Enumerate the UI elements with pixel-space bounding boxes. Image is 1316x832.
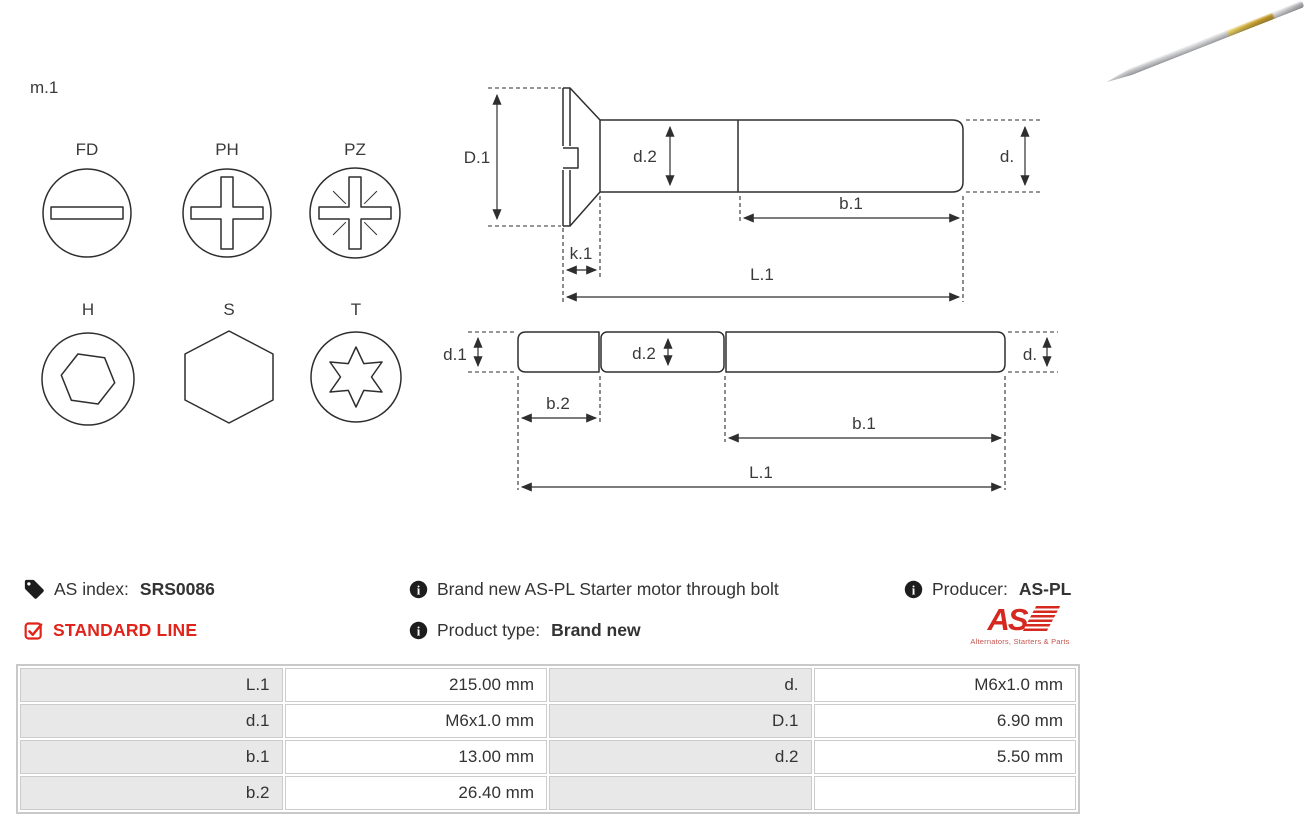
dim2-d <box>1008 332 1058 372</box>
logo-as-text: AS <box>987 602 1027 637</box>
producer-row <box>904 579 1071 600</box>
spec-label-cell: b.1 <box>20 740 283 774</box>
drive-icons <box>42 140 401 425</box>
bolt-side-view <box>464 88 1040 302</box>
spec-label-cell <box>549 776 812 810</box>
product-type-value: Brand new <box>551 620 641 640</box>
spec-value-cell: 6.90 mm <box>814 704 1077 738</box>
logo-caption: Alternators, Starters & Parts <box>970 637 1070 646</box>
spec-value-cell <box>814 776 1077 810</box>
product-description: Brand new AS-PL Starter motor through bolt <box>437 579 779 599</box>
flat-drive-icon <box>43 169 131 257</box>
dim2-d1 <box>443 332 516 372</box>
tag-icon <box>24 579 45 600</box>
spec-table <box>16 664 1080 814</box>
spec-value-cell: 26.40 mm <box>285 776 548 810</box>
product-type-row <box>409 620 641 641</box>
hex-head-icon <box>185 331 273 423</box>
pozidriv-drive-icon <box>310 168 400 258</box>
dim-D1 <box>464 88 561 226</box>
checkbox-checked-icon <box>24 621 44 641</box>
figure-label: m.1 <box>30 78 59 97</box>
spec-label-cell: d.2 <box>549 740 812 774</box>
logo-stripes <box>1021 606 1059 633</box>
standard-line-badge: STANDARD LINE <box>53 620 198 640</box>
dim-d2 <box>633 127 670 185</box>
spec-value-cell: 5.50 mm <box>814 740 1077 774</box>
svg-text:k.1: k.1 <box>569 244 593 263</box>
bolt-stud-view <box>443 332 1058 490</box>
product-type-label: Product type: <box>437 620 541 640</box>
spec-value-cell: 215.00 mm <box>285 668 548 702</box>
spec-value-cell: M6x1.0 mm <box>285 704 548 738</box>
svg-text:D.1: D.1 <box>463 148 491 167</box>
svg-text:d.2: d.2 <box>632 344 656 363</box>
fd-label: FD <box>75 140 99 159</box>
standard-line-row <box>24 620 197 641</box>
hex-socket-icon <box>42 333 134 425</box>
spec-label-cell: D.1 <box>549 704 812 738</box>
svg-text:b.1: b.1 <box>852 414 876 433</box>
dim2-b2 <box>518 376 600 490</box>
svg-text:i: i <box>416 624 421 639</box>
ph-label: PH <box>215 140 239 159</box>
thread-section <box>738 120 963 192</box>
svg-text:b.1: b.1 <box>839 194 863 213</box>
phillips-drive-icon <box>183 169 271 257</box>
table-row <box>20 776 1076 810</box>
producer-value: AS-PL <box>1018 579 1072 599</box>
svg-text:L.1: L.1 <box>750 265 774 284</box>
svg-text:L.1: L.1 <box>749 463 773 482</box>
h-label: H <box>81 300 95 319</box>
spec-label-cell: d. <box>549 668 812 702</box>
svg-text:i: i <box>911 583 916 598</box>
s-label: S <box>223 300 235 319</box>
table-row <box>20 668 1076 702</box>
svg-text:d.2: d.2 <box>633 147 657 166</box>
spec-label-cell: b.2 <box>20 776 283 810</box>
dim2-L1 <box>522 463 1001 487</box>
product-photo <box>1100 2 1316 97</box>
through-bolt-image <box>1105 1 1305 85</box>
left-thread-section <box>518 332 599 372</box>
info-icon <box>409 580 428 599</box>
info-icon <box>904 580 923 599</box>
torx-drive-icon <box>311 332 401 422</box>
as-index-value: SRS0086 <box>139 579 215 599</box>
description-row <box>409 579 779 600</box>
as-index-row <box>24 579 215 600</box>
dim-b1 <box>740 194 959 224</box>
dim-d <box>966 120 1040 192</box>
svg-text:i: i <box>416 583 421 598</box>
spec-value-cell: 13.00 mm <box>285 740 548 774</box>
as-index-label: AS index: <box>54 579 129 599</box>
t-label: T <box>350 300 362 319</box>
table-row <box>20 740 1076 774</box>
right-thread-section <box>726 332 1005 372</box>
spec-label-cell: d.1 <box>20 704 283 738</box>
svg-text:d.: d. <box>999 147 1015 166</box>
producer-label: Producer: <box>932 579 1008 599</box>
dim2-d2 <box>632 339 668 365</box>
spec-label-cell: L.1 <box>20 668 283 702</box>
svg-text:d.1: d.1 <box>443 345 467 364</box>
svg-text:d.: d. <box>1022 345 1038 364</box>
pz-label: PZ <box>344 140 366 159</box>
table-row <box>20 704 1076 738</box>
as-pl-logo <box>961 603 1079 646</box>
dim-L1 <box>567 196 963 302</box>
svg-text:b.2: b.2 <box>546 394 570 413</box>
spec-value-cell: M6x1.0 mm <box>814 668 1077 702</box>
info-icon <box>409 621 428 640</box>
